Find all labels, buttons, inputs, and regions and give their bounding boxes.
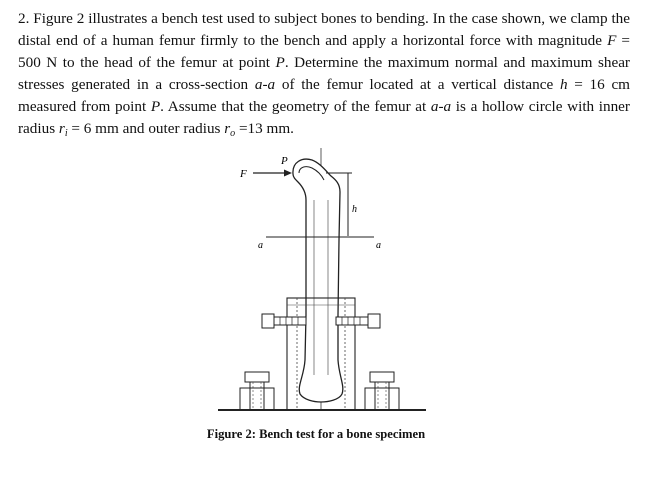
problem-text: = 500 N to the head of the femur at point [18, 32, 630, 71]
force-symbol: F [607, 32, 617, 49]
inner-radius-symbol: $r_i$ [58, 120, 68, 139]
base-bolt-left [240, 372, 274, 410]
distance-symbol: h [559, 76, 568, 93]
point-symbol: P [150, 98, 161, 115]
point-symbol: P [275, 54, 285, 71]
section-label-left: a [258, 240, 263, 251]
bench-test-figure [200, 140, 460, 420]
femur-outline [293, 159, 343, 402]
force-label: F [240, 168, 247, 180]
problem-text: . Assume that the geometry of the femur at [160, 98, 431, 115]
section-symbol: a-a [430, 98, 452, 115]
force-arrow-head [284, 170, 292, 177]
problem-text: is a hollow circle with inner radius [18, 98, 630, 137]
problem-text: = 6 mm and outer radius [67, 120, 225, 137]
figure-caption: Figure 2: Bench test for a bone specimen [206, 427, 426, 441]
clamp-screw-left [262, 314, 306, 328]
bench-test-diagram [200, 140, 460, 420]
section-symbol: a-a [254, 76, 276, 93]
point-label: P [281, 155, 288, 167]
problem-text: . Determine the maximum normal and maximum shear stresses generated in a cross-section [18, 54, 630, 93]
h-label: h [352, 204, 357, 215]
problem-text: =13 mm. [235, 120, 294, 137]
section-label-right: a [376, 240, 381, 251]
problem-statement [18, 8, 630, 140]
outer-radius-symbol: $r_o$ [224, 120, 236, 139]
problem-text: = 16 cm measured from point [18, 76, 631, 115]
problem-text: 2. Figure 2 illustrates a bench test used to subject bones to bending. In the case shown, we clamp the distal end of a human femur firmly to the bench and apply a horizontal force with magnitude [18, 10, 630, 49]
base-bolt-right [365, 372, 399, 410]
problem-text: of the femur located at a vertical distance [275, 76, 560, 93]
clamp-screw-right [336, 314, 380, 328]
